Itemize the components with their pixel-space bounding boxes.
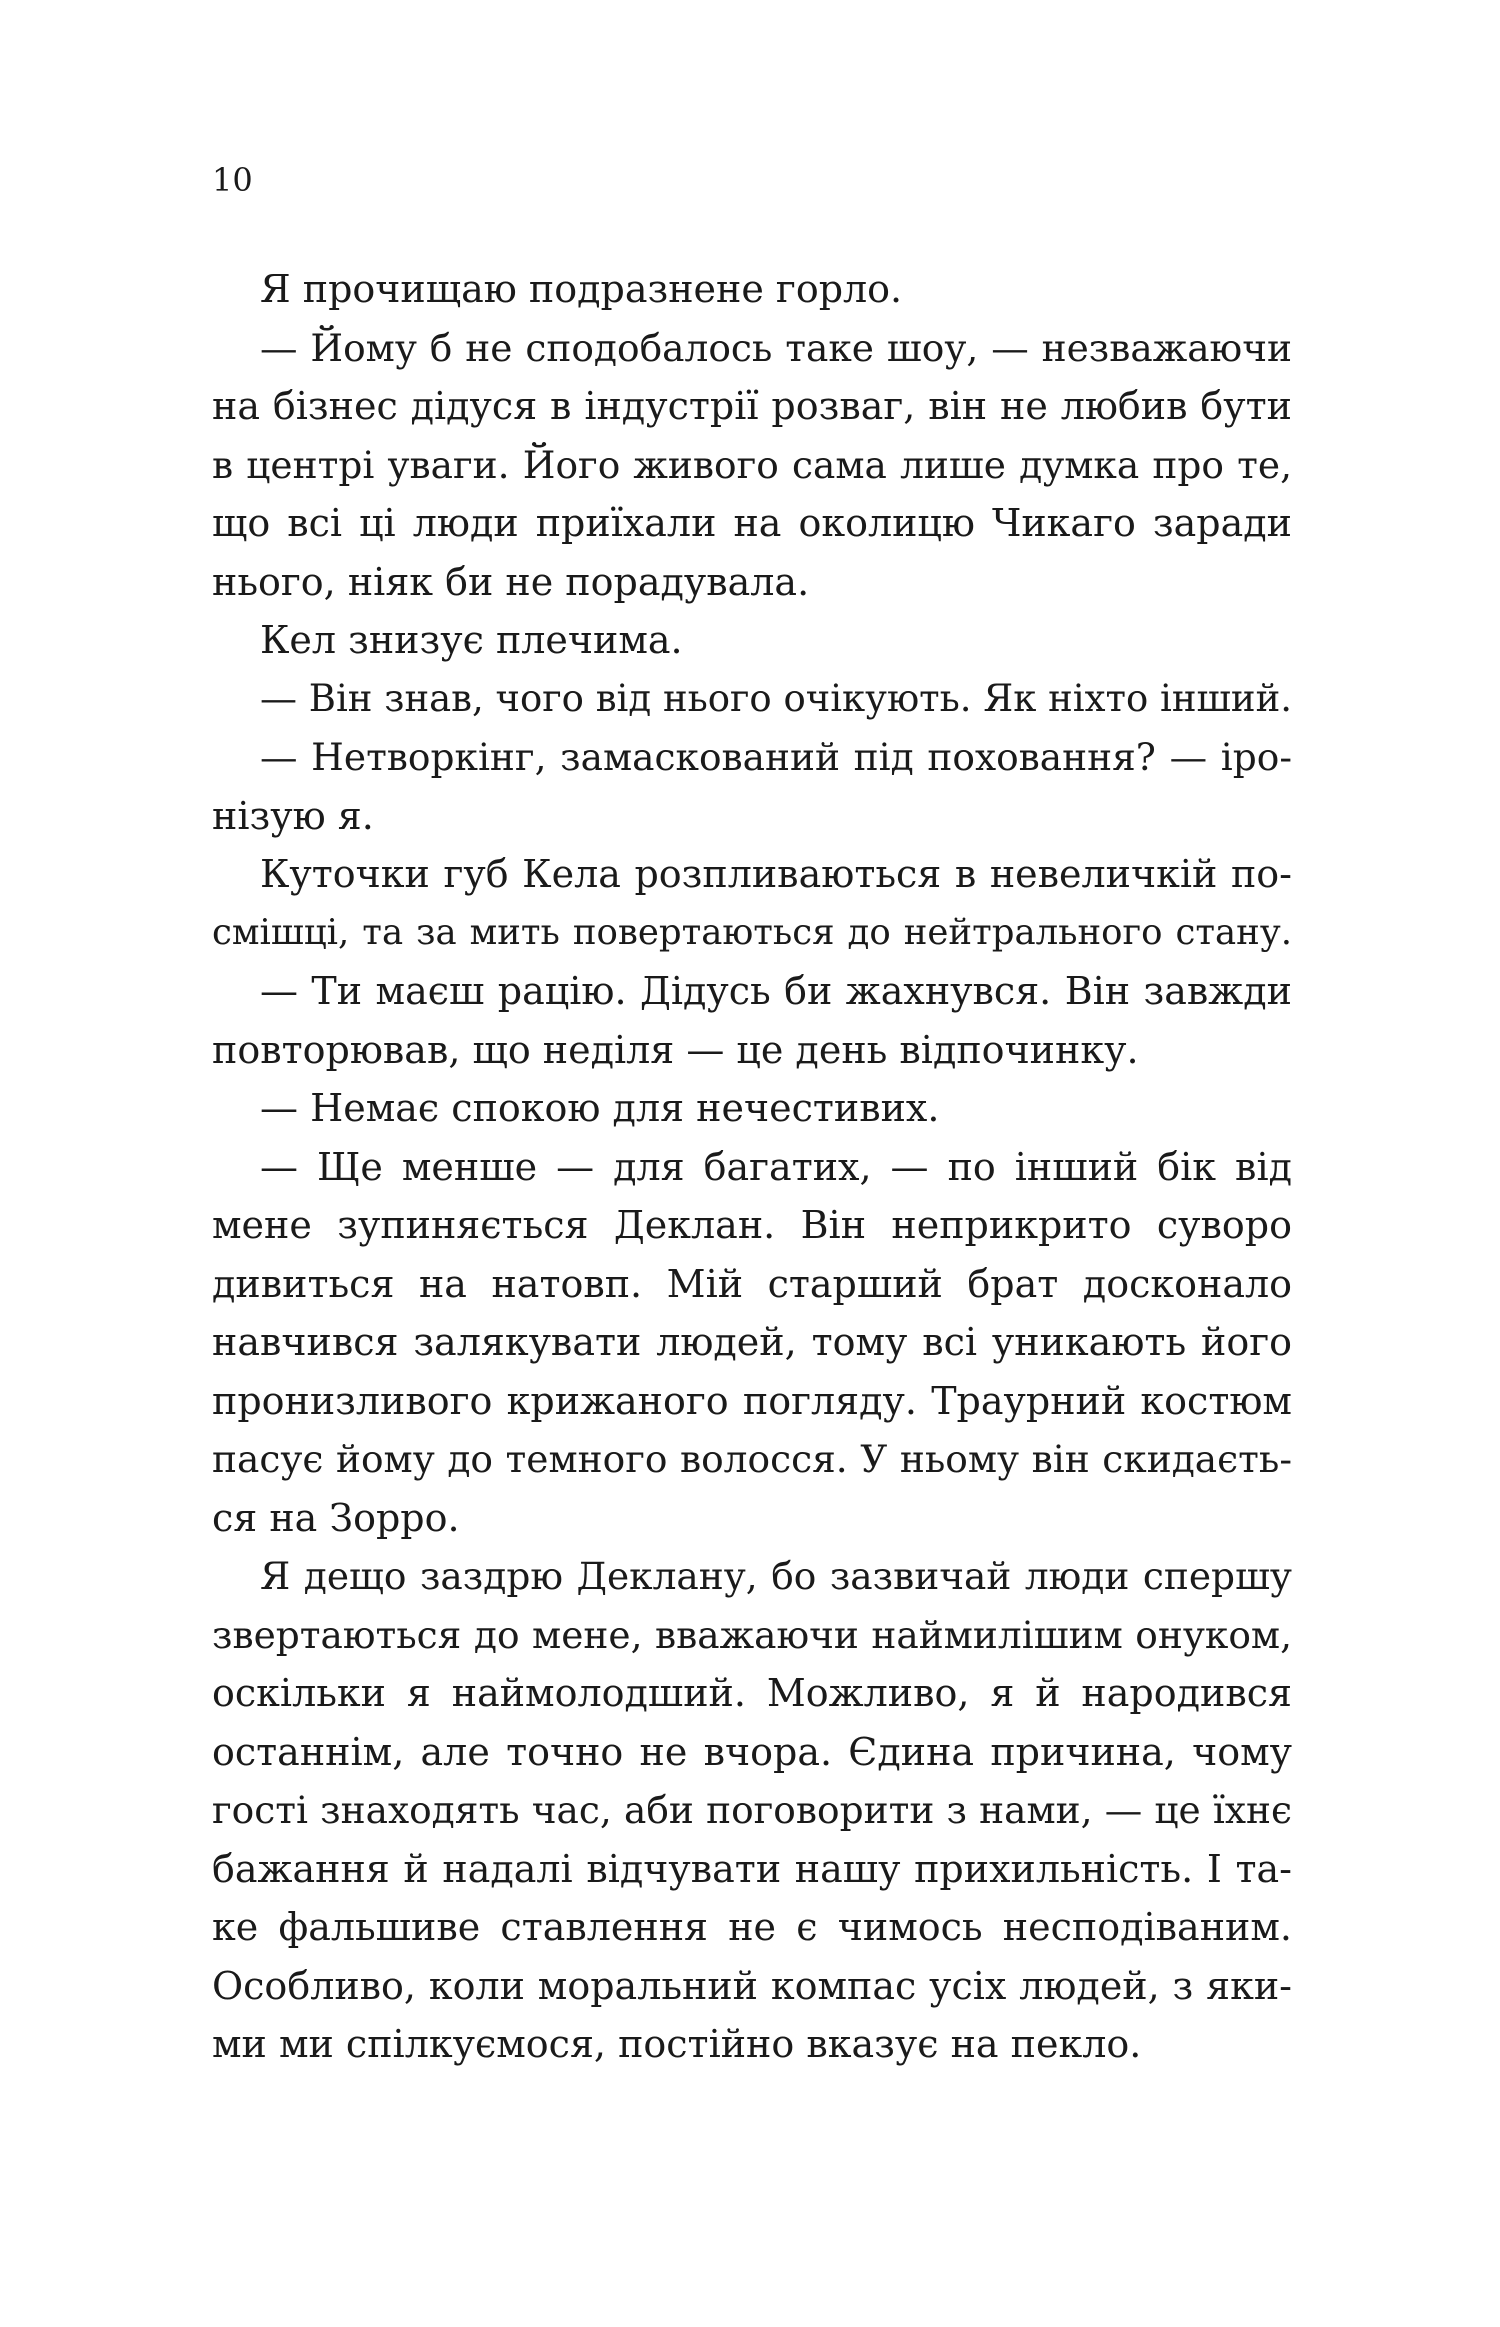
text-line: Я прочищаю подразнене горло.: [260, 267, 903, 311]
text-line: ке фальшиве ставлення не є чимось несподіваним.: [212, 1905, 1292, 1949]
text-line: на бізнес дідуся в індустрії розваг, він не любив бути: [212, 384, 1292, 428]
text-line: Куточки губ Кела розпливаються в невеличкій по-: [260, 852, 1292, 896]
text-line: Я дещо заздрю Деклану, бо зазвичай люди спершу: [260, 1554, 1292, 1598]
text-line: оскільки я наймолодший. Можливо, я й народився: [212, 1671, 1292, 1715]
text-line: пасує йому до темного волосся. У ньому він скидаєть-: [212, 1437, 1292, 1481]
text-line: нього, ніяк би не порадувала.: [212, 559, 810, 604]
text-line: — Нетворкінг, замаскований під поховання? — іро-: [260, 735, 1292, 779]
text-line: останнім, але точно не вчора. Єдина причина, чому: [212, 1729, 1292, 1774]
text-line: звертаються до мене, вважаючи наймилішим онуком,: [212, 1612, 1292, 1657]
text-line: — Немає спокою для нечестивих.: [260, 1086, 940, 1130]
text-line: мене зупиняється Деклан. Він неприкрито суворо: [212, 1203, 1292, 1247]
page-number: 10: [212, 161, 253, 199]
text-line: — Ти маєш рацію. Дідусь би жахнувся. Він завжди: [260, 969, 1292, 1013]
text-line: Кел знизує плечима.: [260, 618, 683, 662]
text-line: дивиться на натовп. Мій старший брат досконало: [212, 1261, 1292, 1306]
text-line: Особливо, коли моральний компас усіх людей, з яки-: [212, 1963, 1292, 2008]
text-line: — Він знав, чого від нього очікують. Як ніхто інший.: [260, 676, 1292, 720]
text-line: що всі ці люди приїхали на околицю Чикаго заради: [212, 501, 1292, 545]
text-line: пронизливого крижаного погляду. Траурний костюм: [212, 1378, 1292, 1423]
text-line: гості знаходять час, аби поговорити з нами, — це їхнє: [212, 1788, 1292, 1832]
body-text: [212, 260, 1292, 2074]
text-line: в центрі уваги. Його живого сама лише думка про те,: [212, 442, 1292, 487]
text-line: — Йому б не сподобалось таке шоу, — незважаючи: [260, 325, 1292, 370]
text-line: ми ми спілкуємося, постійно вказує на пекло.: [212, 2022, 1142, 2066]
text-line: навчився залякувати людей, тому всі уникають його: [212, 1320, 1292, 1364]
text-line: — Ще менше — для багатих, — по інший бік від: [260, 1144, 1292, 1189]
text-line: повторював, що неділя — це день відпочинку.: [212, 1027, 1139, 1072]
text-line: нізую я.: [212, 793, 374, 838]
text-line: ся на Зорро.: [212, 1495, 460, 1540]
text-line: бажання й надалі відчувати нашу прихильність. І та-: [212, 1846, 1292, 1891]
text-line: смішці, та за мить повертаються до нейтрального стану.: [212, 911, 1292, 953]
